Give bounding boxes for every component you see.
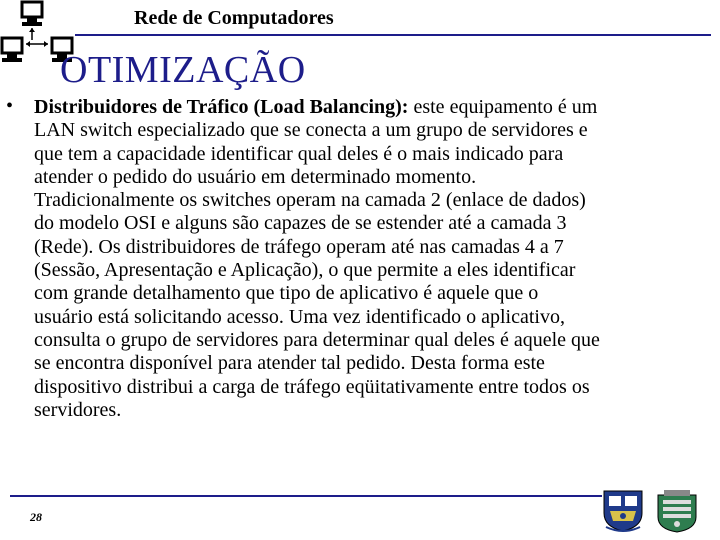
body-text: este equipamento é um LAN switch especializado que se conecta a um grupo de servidores e que tem a capacidade identificar qual deles é o mais indicado para atender o pedido do usuário em determinado momento. Tradicionalmente os switches operam na camada 2 (enlace de dados) do modelo OSI e alguns são capazes de se estender até a camada 3 (Rede). Os distribuidores de tráfego operam até nas camadas 4 a 7 (Sessão, Apresentação e Aplicação), o que permite a eles identificar com grande detalhamento que tipo de aplicativo é aquele que o usuário está solicitando acesso. Uma vez identificado o aplicativo, consulta o grupo de servidores para determinar qual deles é aquele que se encontra disponível para atender tal pedido. Desta forma este dispositivo distribui a carga de tráfego eqüitativamente entre todos os servidores. bbox=[34, 96, 600, 421]
university-crest-icon bbox=[600, 487, 646, 533]
body-lead: Distribuidores de Tráfico (Load Balancing): bbox=[34, 96, 409, 118]
course-title: Rede de Computadores bbox=[134, 7, 334, 29]
slide-body bbox=[34, 96, 718, 422]
department-crest-icon bbox=[654, 487, 700, 533]
page-number: 28 bbox=[30, 510, 42, 524]
slide-title: OTIMIZAÇÃO bbox=[60, 49, 306, 91]
bullet-marker: • bbox=[6, 95, 14, 117]
footer-divider bbox=[10, 495, 602, 497]
header-divider bbox=[75, 34, 711, 36]
